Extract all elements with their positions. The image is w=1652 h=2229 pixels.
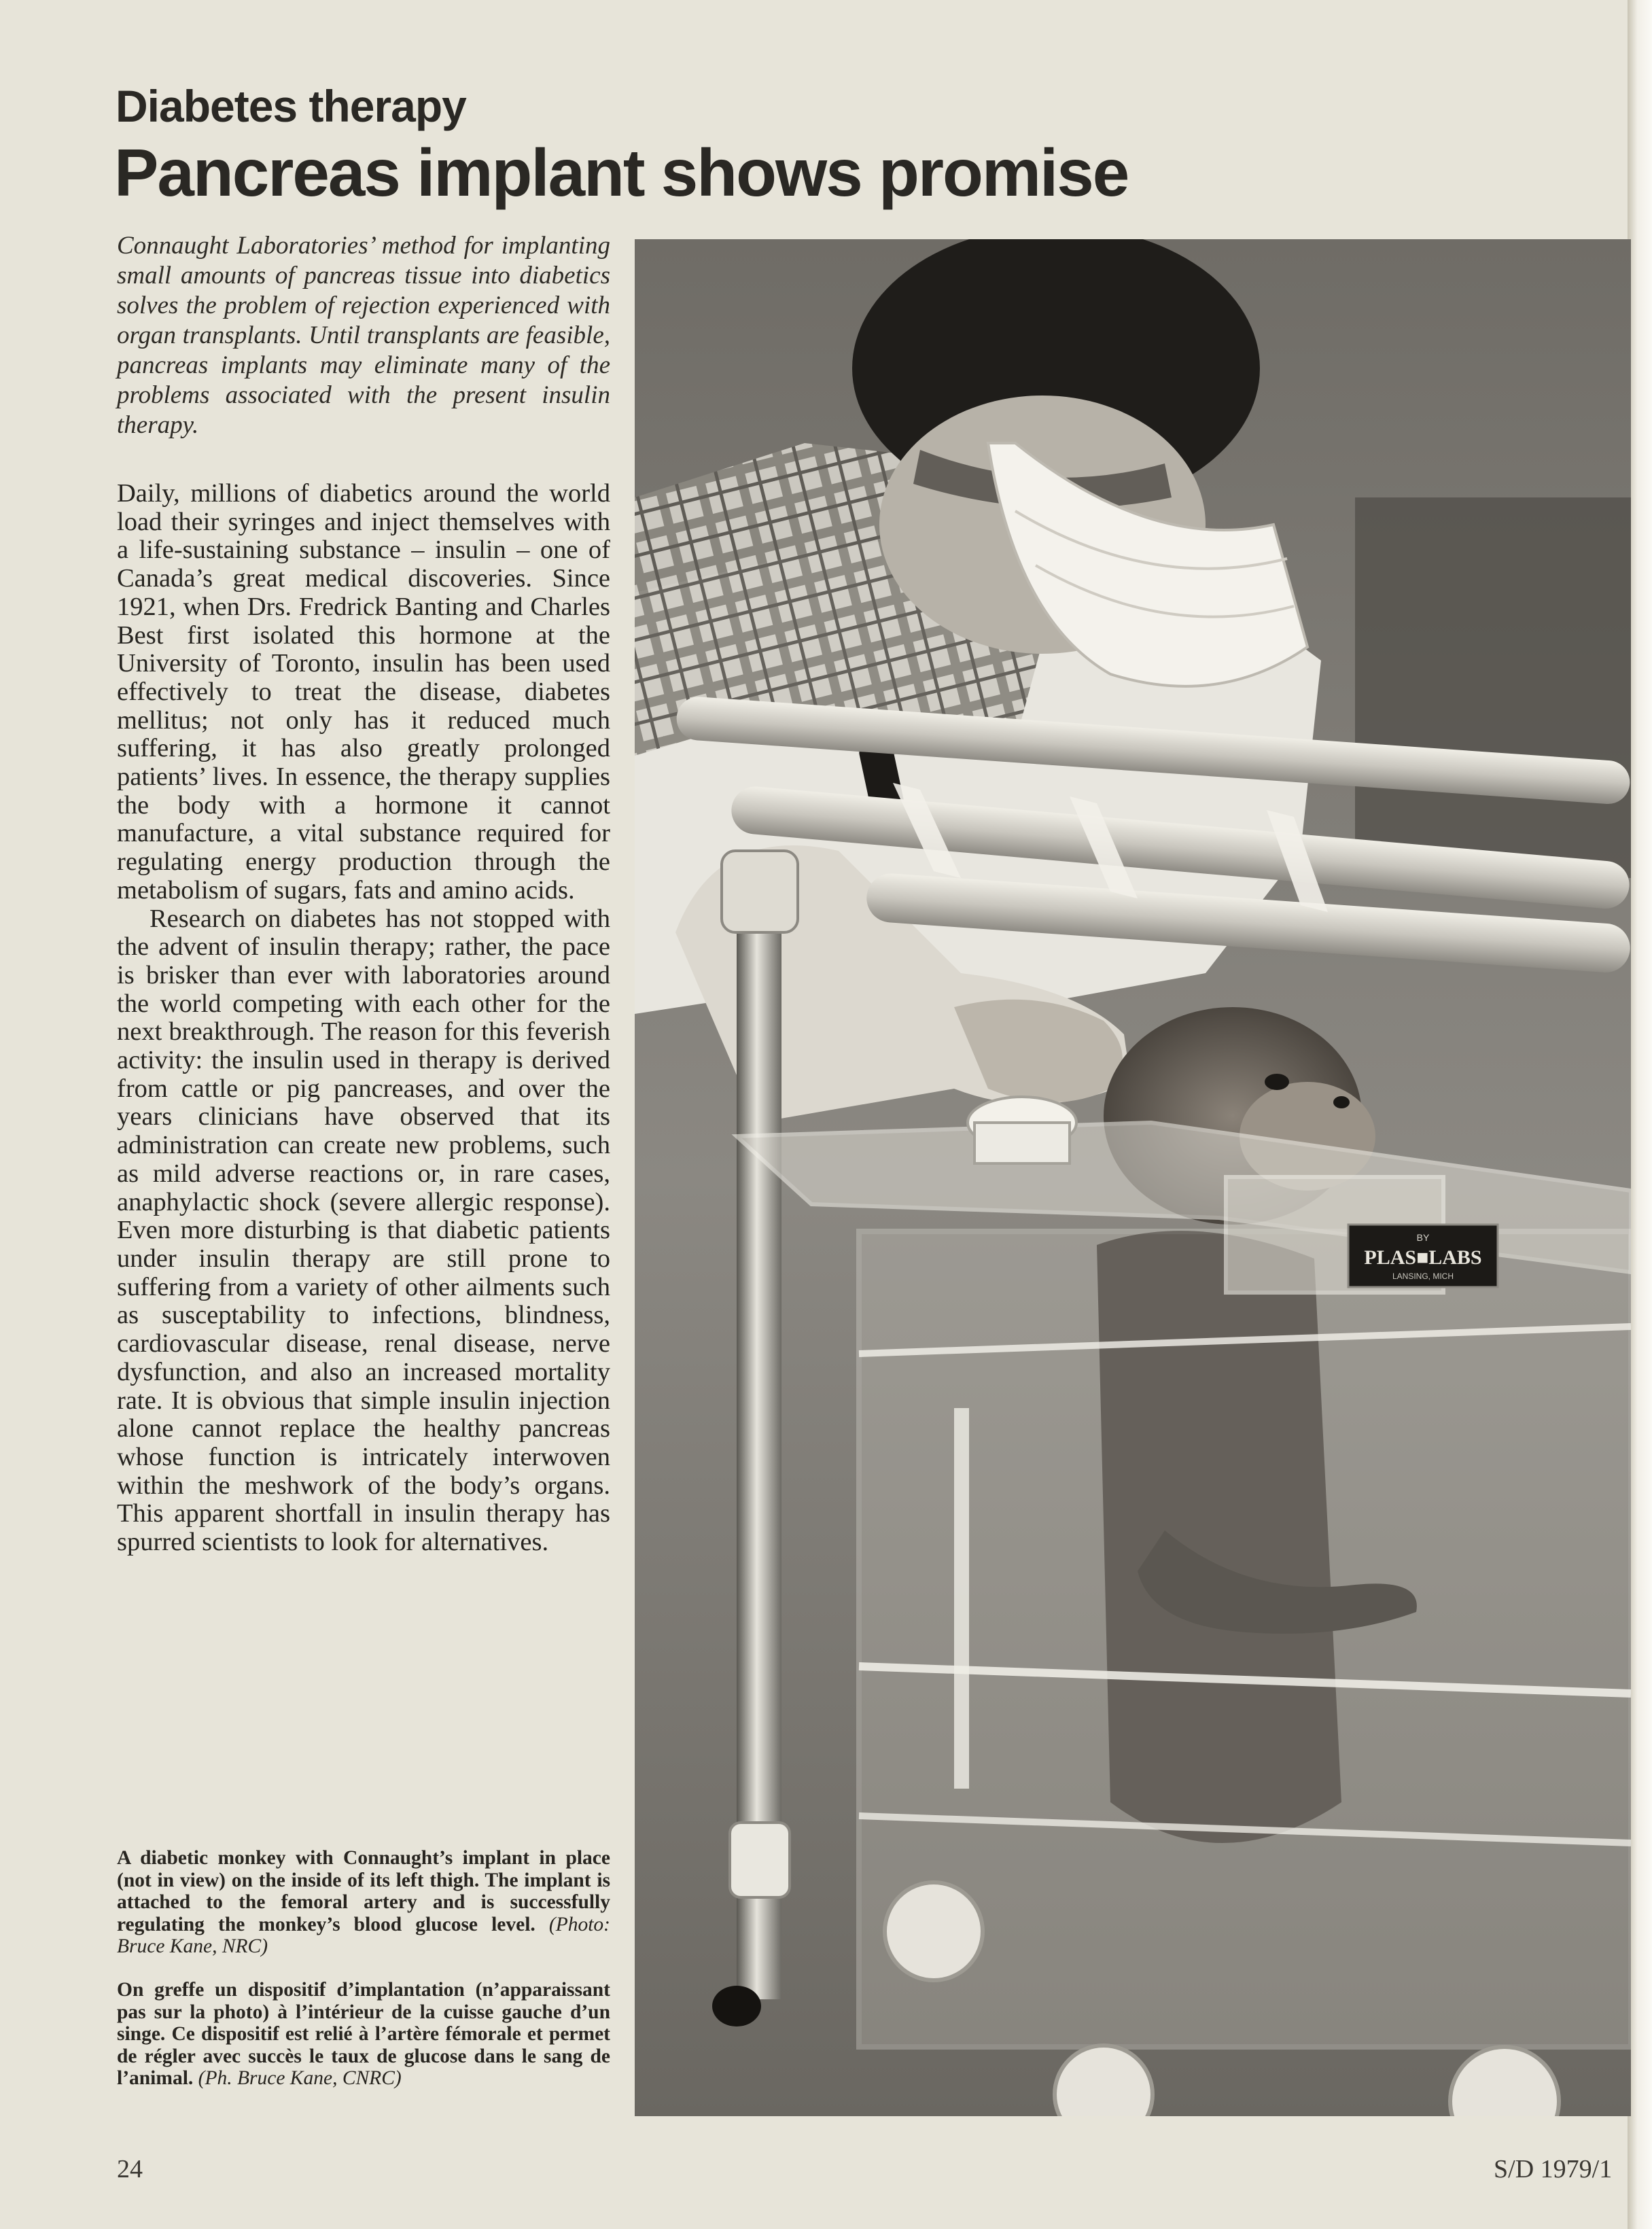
caption-text: On greffe un dispositif d’implantation (n’apparaissant pas sur la photo) à l’intérieur de la cuisse gauche d’un singe. Ce dispositif est relié à l’artère fémorale et permet de régler avec succès le taux de glucose dans le sang de l’animal. xyxy=(117,1979,610,2089)
photo-illustration xyxy=(635,239,1631,2116)
photo-caption-english xyxy=(117,1847,610,1958)
photo-caption-french xyxy=(117,1979,610,2090)
cage-label xyxy=(1348,1225,1498,1287)
cage-label-bottom: LANSING, MICH xyxy=(1392,1271,1454,1281)
article-photo xyxy=(635,239,1631,2116)
photo-credit: (Photo: Bruce Kane, NRC) xyxy=(117,1913,610,1957)
article-headline: Pancreas implant shows promise xyxy=(114,135,1129,210)
pole-connector xyxy=(730,1823,790,1897)
page-edge xyxy=(1628,0,1652,2229)
room-background xyxy=(1355,497,1631,878)
photo-credit: (Ph. Bruce Kane, CNRC) xyxy=(198,2067,402,2089)
article-deck: Connaught Laboratories’ method for implanting small amounts of pancreas tissue into diabetics solves the problem of rejection experienced with organ transplants. Until transplants are feasible, pancreas implants may eliminate many of the problems associated with the present insulin therapy. xyxy=(117,232,610,439)
cage-knob xyxy=(712,1986,761,2026)
body-paragraph: Research on diabetes has not stopped with the advent of insulin therapy; rather, the pace is brisker than ever with laboratories around the world competing with each other for the next breakthrough. The reason for this feverish activity: the insulin used in therapy is derived from cattle or pig pancreases, and over the years clinicians have observed that its administration can create new problems, such as mild adverse reactions or, in rare cases, anaphylactic shock (severe allergic response). Even more disturbing is that diabetic patients under insulin therapy are still prone to suffering from a variety of other ailments such as susceptability to infections, blindness, cardiovascular disease, renal disease, nerve dysfunction, and also an increased mortality rate. It is obvious that simple insulin injection alone cannot replace the healthy pancreas whose function is intricately interwoven within the meshwork of the body’s organs. This apparent shortfall in insulin therapy has spurred scientists to look for alternatives. xyxy=(117,904,610,1557)
article-body xyxy=(117,480,610,1557)
page-number: 24 xyxy=(117,2155,143,2183)
section-kicker: Diabetes therapy xyxy=(116,81,466,131)
body-paragraph: Daily, millions of diabetics around the world load their syringes and inject themselves with a life-sustaining substance – insulin – one of Canada’s great medical discoveries. Since 1921, when Drs. Fredrick Banting and Charles Best first isolated this hormone at the University of Toronto, insulin has been used effectively to treat the disease, diabetes mellitus; not only has it reduced much suffering, it has also greatly prolonged patients’ lives. In essence, the therapy supplies the body with a hormone it cannot manufacture, a vital substance required for regulating energy production through the metabolism of sugars, fats and amino acids. xyxy=(117,479,610,905)
cage-label-top: BY xyxy=(1416,1232,1430,1243)
cage-label-main: PLAS■LABS xyxy=(1364,1246,1482,1269)
pole-connector xyxy=(722,851,798,932)
caption-text: A diabetic monkey with Connaught’s implant in place (not in view) on the inside of its left thigh. The implant is attached to the femoral artery and is successfully regulating the monkey’s blood glucose level. xyxy=(117,1847,610,1935)
issue-label: S/D 1979/1 xyxy=(1494,2155,1613,2183)
